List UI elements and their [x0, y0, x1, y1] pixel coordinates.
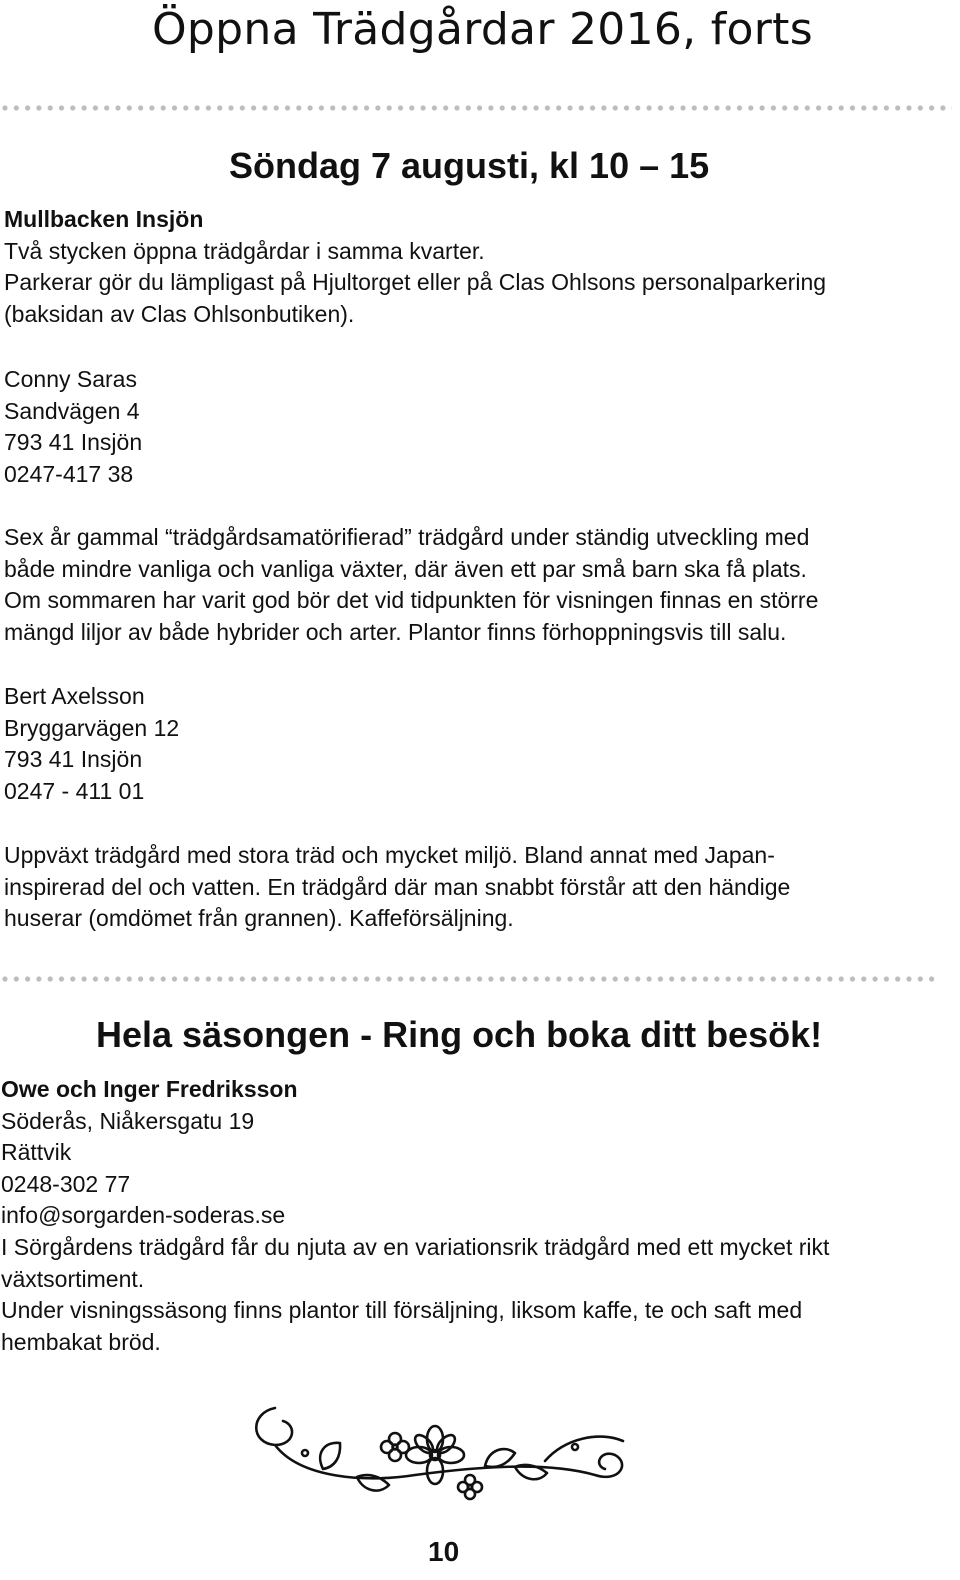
- description-line: både mindre vanliga och vanliga växter, där även ett par små barn ska få plats.: [4, 555, 807, 582]
- garden-city: 793 41 Insjön: [4, 429, 143, 456]
- garden-owner-name: Owe och Inger Fredriksson: [1, 1076, 298, 1102]
- description-line: Under visningssäsong finns plantor till försäljning, liksom kaffe, te och saft med: [1, 1297, 803, 1324]
- garden-owner-name: Conny Saras: [4, 366, 137, 392]
- garden-phone: 0248-302 77: [1, 1170, 131, 1197]
- garden-street: Sandvägen 4: [4, 397, 140, 424]
- floral-ornament: [245, 1383, 645, 1518]
- flower-small: [381, 1433, 409, 1461]
- garden-phone: 0247 - 411 01: [4, 777, 145, 804]
- description-line: huserar (omdömet från grannen). Kaffeförsäljning.: [4, 905, 514, 932]
- dotted-divider-top: [0, 104, 960, 112]
- garden-city: Rättvik: [1, 1139, 72, 1166]
- description-line: hembakat bröd.: [1, 1328, 161, 1355]
- description-line: växtsortiment.: [1, 1265, 145, 1292]
- garden-street: Söderås, Niåkersgatu 19: [1, 1107, 255, 1134]
- description-line: Sex år gammal “trädgårdsamatörifierad” trädgård under ständig utveckling med: [4, 524, 810, 550]
- intro-line: (baksidan av Clas Ohlsonbutiken).: [4, 300, 355, 327]
- garden2-address: [4, 681, 179, 807]
- intro-line: Parkerar gör du lämpligast på Hjultorget eller på Clas Ohlsons personalparkering: [4, 269, 827, 296]
- garden1-address: [4, 364, 142, 490]
- description-line: inspirerad del och vatten. En trädgård där man snabbt förstår att den händige: [4, 873, 791, 900]
- garden-street: Bryggarvägen 12: [4, 714, 180, 741]
- intro-line: Två stycken öppna trädgårdar i samma kvarter.: [4, 237, 485, 264]
- vine-curl: [545, 1437, 623, 1461]
- leaf: [320, 1443, 340, 1469]
- dotted-divider-middle: [0, 975, 960, 983]
- description-line: I Sörgårdens trädgård får du njuta av en variationsrik trädgård med ett mycket rikt: [1, 1233, 830, 1260]
- flower-small: [458, 1475, 482, 1499]
- leaf: [485, 1449, 515, 1467]
- garden2-description: [4, 840, 790, 935]
- page-number: 10: [428, 1536, 460, 1567]
- berry: [302, 1450, 308, 1456]
- dot-pattern: [0, 104, 960, 112]
- garden-email: info@sorgarden-soderas.se: [1, 1202, 286, 1229]
- description-line: Om sommaren har varit god bör det vid tidpunkten för visningen finnas en större: [4, 587, 819, 614]
- garden-city: 793 41 Insjön: [4, 746, 143, 773]
- garden-owner-name: Bert Axelsson: [4, 683, 145, 709]
- dot-pattern: [0, 975, 960, 983]
- description-line: mängd liljor av både hybrider och arter. Plantor finns förhoppningsvis till salu.: [4, 618, 787, 645]
- berry: [572, 1444, 578, 1450]
- section-heading-sunday: Söndag 7 augusti, kl 10 – 15: [229, 145, 710, 186]
- garden1-description: [4, 522, 818, 648]
- place-name: Mullbacken Insjön: [4, 206, 204, 232]
- section1-intro-block: [4, 204, 826, 330]
- description-line: Uppväxt trädgård med stora träd och mycket miljö. Bland annat med Japan-: [4, 842, 775, 868]
- garden-phone: 0247-417 38: [4, 460, 134, 487]
- page-title: Öppna Trädgårdar 2016, forts: [152, 4, 813, 55]
- section-heading-season: Hela säsongen - Ring och boka ditt besök!: [96, 1014, 823, 1055]
- garden3-block: [1, 1074, 829, 1358]
